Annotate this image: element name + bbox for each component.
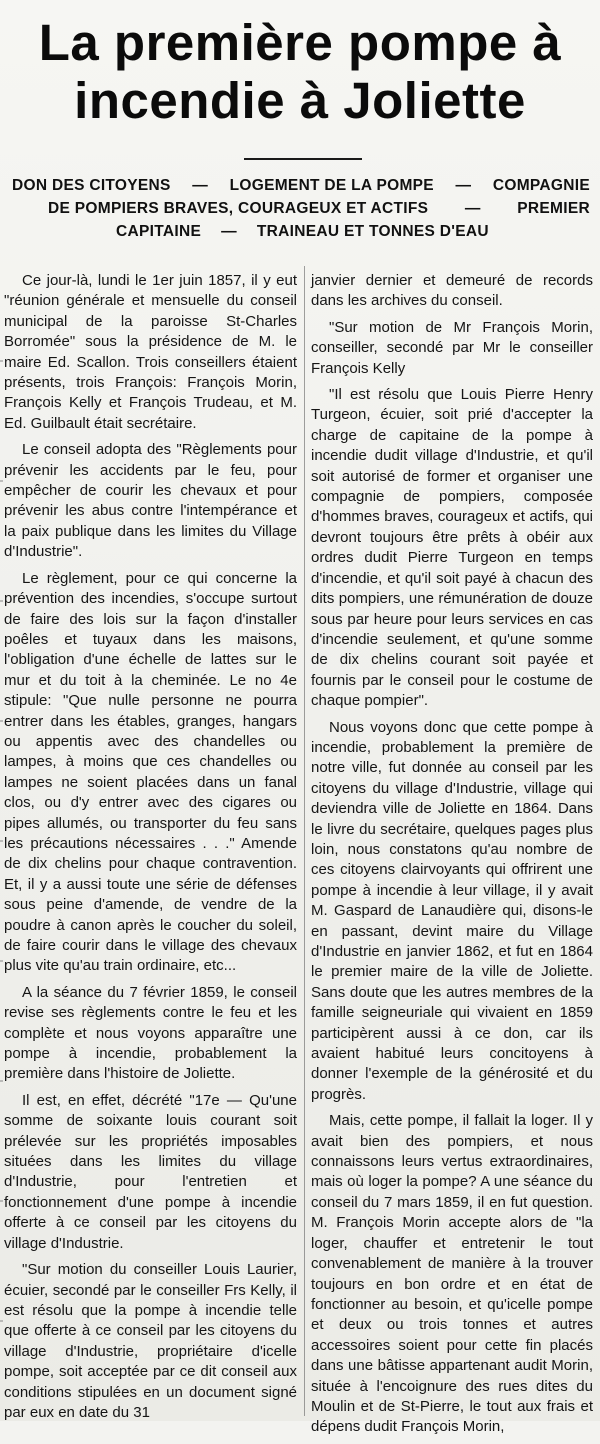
right-column [311,271,593,1444]
paragraph: Le règlement, pour ce qui concerne la prévention des incendies, s'occupe surtout de faire des lois sur la façon d'installer poêles et tuyaux dans les maisons, l'obligation d'une échelle de lattes sur le mur et du toit à la cheminée. Le no 4e stipule: "Que nulle personne ne pourra entrer dans les étables, granges, hangars ou appentis avec des chandelles ou lampes, à moins que ces chandelles ou lampes ne soient placées dans un fanal clos, ou d'y entrer avec des cigares ou pipes allumés, ou transporter du feu sans les précautions nécessaires . . ." Amende de dix chelins pour chaque contravention. Et, il y a aussi toute une série de défenses sous peine d'amende, de vendre de la poudre à canon après le coucher du soleil, de faire courir dans le village des chevaux plus vite qu'au train ordinaire, etc... [4,569,297,975]
headline-line-2: incendie à Joliette [74,72,526,129]
column-divider [304,266,305,1416]
subheading-segment: DE POMPIERS BRAVES, COURAGEUX ET ACTIFS [48,200,429,217]
paragraph: "Sur motion de Mr François Morin, conseiller, secondé par Mr le conseiller François Kelly [311,318,593,377]
subheading-segment: DON DES CITOYENS [12,177,171,194]
headline-line-1: La première pompe à [38,14,562,71]
page-edge-shadow [0,300,3,1400]
paragraph: Mais, cette pompe, il fallait la loger. Il y avait bien des pompiers, et nous connaissons leurs vertus extraordinaires, mais où loger la pompe? A une séance du conseil du 7 mars 1859, il en fut question. M. François Morin accepte alors de "la loger, chauffer et entretenir le tout convenablement de manière à la trouver toujours en bon ordre et en état de fonctionner au besoin, et qu'icelle pompe et deux ou trois tonnes et autres accessoires soient pour cette fin placés dans une bâtisse appartenant audit Morin, située à l'encoignure des rues dites du Moulin et de St-Pierre, le tout aux frais et dépens dudit François Morin, [311,1112,593,1436]
subheading-dash: — [455,177,472,194]
subheading-segment: LOGEMENT DE LA POMPE [229,177,434,194]
subheading-segment: TRAINEAU ET TONNES D'EAU [256,223,489,240]
paragraph: Le conseil adopta des "Règlements pour prévenir les accidents par le feu, pour empêcher de courir les chevaux et pour prévenir les abus contre l'intempérance et la paix publique dans les limites du Village d'Industrie". [4,441,297,561]
subheading-line-1 [12,174,590,197]
paragraph-continued: janvier dernier et demeuré de records dans les archives du conseil. [311,272,593,310]
subheading-segment: CAPITAINE [116,223,202,240]
paragraph: A la séance du 7 février 1859, le conseil revise ses règlements contre le feu et les complète et nous voyons apparaître une pompe à incendie, probablement la première dans l'histoire de Joliette. [4,983,297,1083]
headline-rule [244,158,362,160]
paragraph: Nous voyons donc que cette pompe à incendie, probablement la première de notre ville, fut donnée au conseil par les citoyens du village d'Industrie, village qui deviendra ville de Joliette en 1864. Dans le livre du secrétaire, quelques pages plus loin, nous constatons qu'au nombre de ces citoyens clairvoyants qui offrirent une pompe à incendie à leur village, il y avait M. Gaspard de Lanaudière qui, disons-le en passant, devint maire du Village d'Industrie en janvier 1862, et fut en 1864 le premier maire de la ville de Joliette. Sans doute que les autres membres de la famille seigneuriale qui vivaient en 1859 participèrent aussi à ce don, car ils avaient habitué leurs concitoyens à donner l'exemple de la générosité et du progrès. [311,718,593,1103]
paragraph: "Il est résolu que Louis Pierre Henry Turgeon, écuier, soit prié d'accepter la charge de capitaine de la pompe à incendie dudit village d'Industrie, et qu'il soit autorisé de former et organiser une compagnie de pompiers, composée d'hommes braves, courageux et actifs, qui devront toujours être prêts à obéir aux ordres dudit Pierre Turgeon en temps d'incendie, et qu'il soit payé à chacun des dits pompiers, une rémunération de douze sous par heure pour leurs services en cas d'incendie seulement, et qu'une somme de dix chelins courant soit payée et fournis par le conseil pour le costume de chaque pompier". [311,386,593,710]
subheading-line-2 [12,197,590,220]
left-column [4,271,297,1429]
subheading-dash: — [221,223,237,240]
subheading-dash: — [464,200,481,217]
paragraph: Ce jour-là, lundi le 1er juin 1857, il y eut "réunion générale et mensuelle du conseil municipal de la paroisse St-Charles Borromée" sous la présidence de M. le maire Ed. Scallon. Trois conseillers étaient présents, trois François: François Morin, François Kelly et François Trudeau, et M. Ed. Guilbault était secrétaire. [4,272,297,432]
paragraph: "Sur motion du conseiller Louis Laurier, écuier, secondé par le conseiller Frs Kelly, il est résolu que la pompe à incendie telle que offerte à ce conseil par les citoyens du village d'Industrie, propriétaire d'icelle pompe, soit acceptée par ce dit conseil aux conditions stipulées en un document signé par eux en date du 31 [4,1261,297,1421]
subheading-line-3 [12,220,590,243]
article-headline [0,14,600,130]
subheading-segment: COMPAGNIE [492,177,590,194]
subheading-segment: PREMIER [517,200,590,217]
subheading-dash: — [192,177,209,194]
paragraph: Il est, en effet, décrété "17e — Qu'une somme de soixante louis courant soit prélevée sur les propriétés imposables situées dans les limites du village d'Industrie, pour l'entretien et fonctionnement d'une pompe à incendie offerte à ce conseil par les citoyens du village d'Industrie. [4,1091,297,1252]
article-subheading [12,174,590,243]
